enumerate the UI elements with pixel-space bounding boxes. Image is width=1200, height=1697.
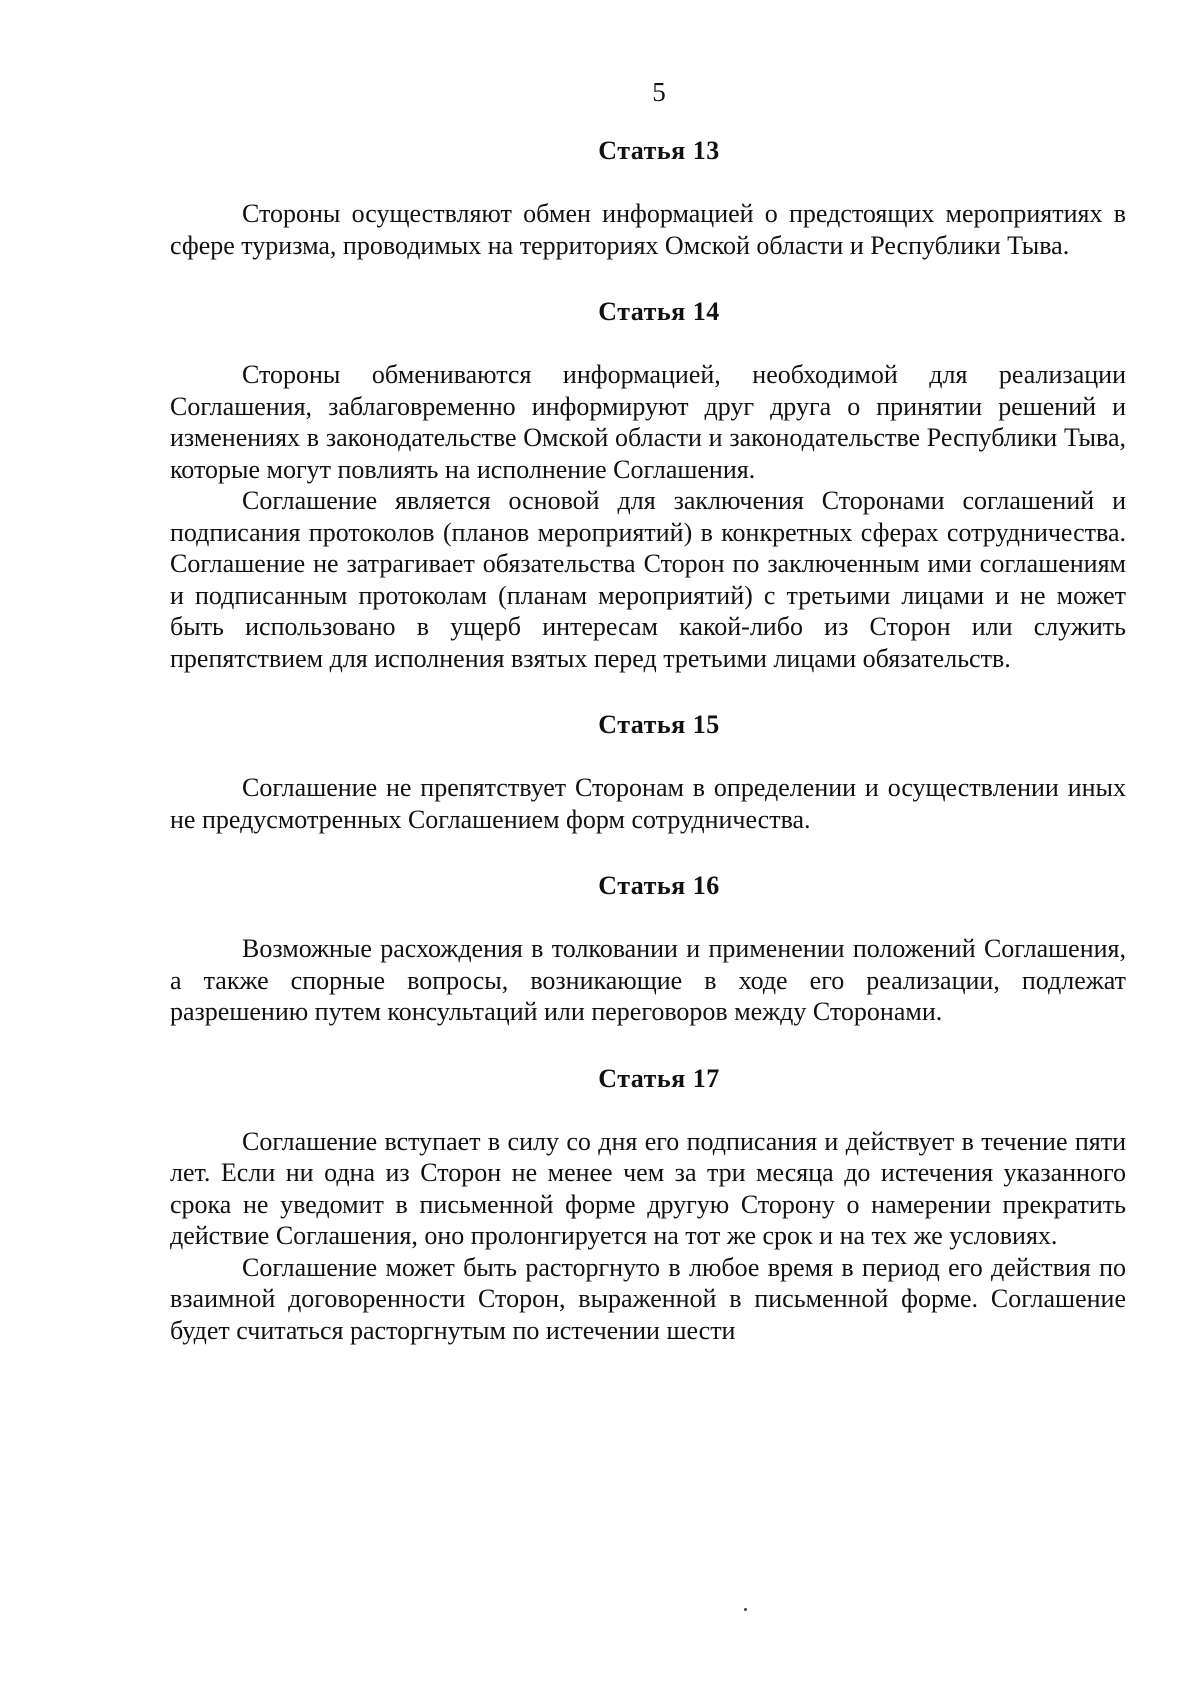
page-number: 5 [652,77,666,107]
article-14 [170,295,1126,674]
article-paragraph: Соглашение может быть расторгнуто в любое время в период его действия по взаимной договоренности Сторон, выраженной в письменной форме. Соглашение будет считаться расторгнутым по истечении шести [170,1252,1126,1345]
article-paragraph: Соглашение вступает в силу со дня его подписания и действует в течение пяти лет. Если ни одна из Сторон не менее чем за три месяца до истечения указанного срока не уведомит в письменной форме другую Сторону о намерении прекратить действие Соглашения, оно пролонгируется на тот же срок и на тех же условиях. [170,1126,1126,1250]
article-paragraph: Соглашение не препятствует Сторонам в определении и осуществлении иных не предусмотренных Соглашением форм сотрудничества. [170,773,1126,834]
article-heading: Статья 15 [598,710,720,739]
article-paragraph: Возможные расхождения в толковании и применении положений Соглашения, а также спорные вопросы, возникающие в ходе его реализации, подлежат разрешению путем консультаций или переговоров между Сторонами. [170,934,1126,1026]
article-paragraph: Стороны обмениваются информацией, необходимой для реализации Соглашения, заблаговременно информируют друг друга о принятии решений и изменениях в законодательстве Омской области и законодательстве Республики Тыва, которые могут повлиять на исполнение Соглашения. [170,360,1126,484]
article-17 [170,1062,1126,1347]
article-16 [170,869,1126,1028]
article-heading: Статья 17 [598,1063,720,1093]
article-heading: Статья 14 [598,297,720,326]
article-paragraph: Стороны осуществляют обмен информацией о предстоящих мероприятиях в сфере туризма, проводимых на территориях Омской области и Республики Тыва. [170,199,1126,260]
article-heading: Статья 16 [598,871,720,900]
article-heading: Статья 13 [598,136,720,165]
article-paragraph: Соглашение является основой для заключения Сторонами соглашений и подписания протоколов (планов мероприятий) в конкретных сферах сотрудничества. Соглашение не затрагивает обязательства Сторон по заключенным ими соглашениям и подписанным протоколам (планам мероприятий) с третьими лицами и не может быть использовано в ущерб интересам какой-либо из Сторон или служить препятствием для исполнения взятых перед третьими лицами обязательств. [170,486,1126,673]
scan-speck [744,1608,747,1611]
article-15 [170,708,1126,835]
article-13 [170,134,1126,261]
document-page [170,76,1126,1346]
